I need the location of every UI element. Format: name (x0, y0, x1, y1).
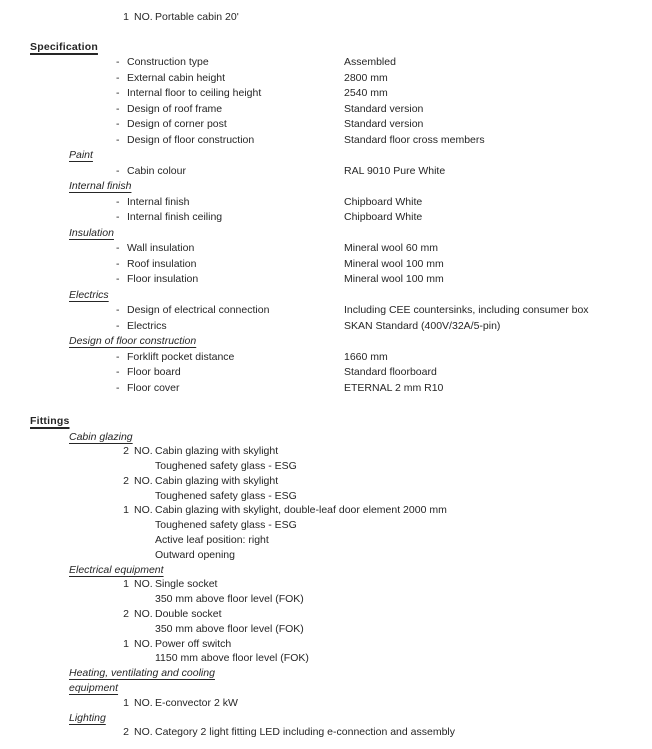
spec-row (0, 102, 652, 118)
group-heading-text: Paint (69, 149, 93, 161)
spec-label: Wall insulation (127, 242, 195, 254)
spec-label: Design of floor construction (127, 133, 255, 146)
spec-label: Design of electrical connection (127, 304, 270, 316)
spec-row (0, 350, 652, 366)
spec-row (0, 241, 652, 257)
group-heading-cabin-glazing (69, 430, 652, 445)
spec-label: Internal finish ceiling (127, 211, 223, 223)
group-heading-text: equipment (69, 682, 119, 695)
fittings-section (0, 430, 652, 741)
item-detail: 1150 mm above floor level (FOK) (155, 652, 309, 665)
spec-row (0, 365, 652, 381)
item-description: Double socket (155, 608, 222, 621)
spec-label: Forklift pocket distance (127, 350, 235, 363)
spec-value: Standard version (344, 118, 424, 130)
item-detail: 350 mm above floor level (FOK) (155, 622, 304, 635)
spec-value: Mineral wool 60 mm (344, 242, 438, 254)
fitting-item-row (0, 444, 652, 459)
spec-row (0, 164, 652, 180)
item-quantity: 1 (123, 504, 129, 517)
dash-bullet: - (116, 56, 120, 68)
item-unit: NO. (134, 474, 153, 487)
spec-value: Mineral wool 100 mm (344, 273, 444, 285)
group-heading-text: Lighting (69, 711, 106, 724)
fitting-item-row (0, 637, 652, 652)
spec-row (0, 117, 652, 133)
spec-value: Mineral wool 100 mm (344, 257, 444, 270)
group-heading-internal-finish (69, 179, 652, 195)
spec-row (0, 272, 652, 288)
dash-bullet: - (116, 304, 120, 316)
spec-label: Electrics (127, 319, 167, 332)
item-detail: Toughened safety glass - ESG (155, 489, 297, 502)
spec-value: 1660 mm (344, 350, 388, 363)
spec-label: Cabin colour (127, 164, 186, 177)
item-description: Cabin glazing with skylight, double-leaf door element 2000 mm (155, 504, 447, 517)
item-detail: Toughened safety glass - ESG (155, 519, 297, 532)
spec-label: Floor insulation (127, 273, 199, 285)
item-quantity: 1 (123, 637, 129, 650)
spec-value: 2540 mm (344, 87, 388, 99)
item-quantity: 1 (123, 11, 129, 23)
group-heading-text: Insulation (69, 226, 114, 239)
dash-bullet: - (116, 164, 120, 177)
group-heading-text: Electrics (69, 288, 109, 301)
fitting-item-row (0, 474, 652, 489)
item-unit: NO. (134, 726, 153, 739)
item-detail: Outward opening (155, 548, 235, 561)
item-detail: Active leaf position: right (155, 534, 269, 547)
spec-row (0, 55, 652, 71)
item-unit: NO. (134, 445, 153, 458)
group-heading-insulation (69, 226, 652, 242)
group-heading-text: Electrical equipment (69, 563, 164, 576)
item-description: Power off switch (155, 637, 232, 650)
spec-row (0, 303, 652, 319)
fittings-section-title (30, 414, 652, 430)
dash-bullet: - (116, 195, 120, 208)
group-heading-text: Cabin glazing (69, 430, 133, 443)
group-heading-lighting (69, 711, 652, 726)
dash-bullet: - (116, 118, 120, 130)
dash-bullet: - (116, 211, 120, 223)
spec-row (0, 257, 652, 273)
dash-bullet: - (116, 71, 120, 84)
item-unit: NO. (134, 578, 153, 591)
item-detail: Toughened safety glass - ESG (155, 460, 297, 473)
spec-value: RAL 9010 Pure White (344, 164, 446, 177)
fitting-item-row (0, 607, 652, 622)
spec-row (0, 86, 652, 102)
spec-value: 2800 mm (344, 71, 388, 84)
item-unit: NO. (134, 504, 153, 517)
spec-value: Chipboard White (344, 211, 423, 223)
group-heading-electrical-equipment (69, 563, 652, 578)
item-description: Portable cabin 20' (155, 11, 239, 23)
fitting-item-row (0, 503, 652, 518)
spec-value: ETERNAL 2 mm R10 (344, 381, 444, 394)
dash-bullet: - (116, 350, 120, 363)
section-title-text: Fittings (30, 415, 70, 427)
spec-value: Standard version (344, 102, 424, 115)
item-unit: NO. (134, 608, 153, 621)
spec-label: Design of roof frame (127, 102, 223, 115)
spec-row (0, 133, 652, 149)
spec-label: External cabin height (127, 71, 226, 84)
spec-row (0, 381, 652, 397)
specification-section (0, 55, 652, 396)
item-quantity: 1 (123, 696, 129, 709)
spec-value: Including CEE countersinks, including consumer box (344, 304, 589, 316)
spec-label: Construction type (127, 56, 209, 68)
group-heading-text: Design of floor construction (69, 335, 197, 347)
dash-bullet: - (116, 87, 120, 99)
fitting-item-row (0, 725, 652, 740)
section-title-text: Specification (30, 40, 98, 53)
group-heading-hvac (69, 666, 652, 696)
item-quantity: 2 (123, 445, 129, 458)
spec-label: Design of corner post (127, 118, 227, 130)
group-heading-paint (69, 148, 652, 164)
dash-bullet: - (116, 319, 120, 332)
item-description: E-convector 2 kW (155, 696, 238, 709)
item-unit: NO. (134, 696, 153, 709)
dash-bullet: - (116, 257, 120, 270)
group-heading-text: Heating, ventilating and cooling (69, 667, 215, 680)
item-unit: NO. (134, 637, 153, 650)
spec-label: Floor cover (127, 381, 180, 394)
spec-label: Internal floor to ceiling height (127, 87, 262, 99)
group-heading-electrics (69, 288, 652, 304)
item-quantity: 2 (123, 726, 129, 739)
spec-label: Internal finish (127, 195, 190, 208)
header-item-row (0, 10, 652, 26)
spec-row (0, 210, 652, 226)
item-description: Cabin glazing with skylight (155, 445, 279, 458)
group-heading-floor-construction (69, 334, 652, 350)
spec-value: Chipboard White (344, 195, 423, 208)
fitting-item-row (0, 696, 652, 711)
item-description: Cabin glazing with skylight (155, 474, 279, 487)
spec-label: Roof insulation (127, 257, 197, 270)
item-description: Category 2 light fitting LED including e-connection and assembly (155, 726, 456, 739)
group-heading-text: Internal finish (69, 180, 132, 192)
item-quantity: 1 (123, 578, 129, 591)
item-quantity: 2 (123, 474, 129, 487)
dash-bullet: - (116, 102, 120, 115)
dash-bullet: - (116, 242, 120, 254)
spec-value: Standard floorboard (344, 366, 437, 378)
dash-bullet: - (116, 273, 120, 285)
dash-bullet: - (116, 381, 120, 394)
dash-bullet: - (116, 133, 120, 146)
dash-bullet: - (116, 366, 120, 378)
spec-row (0, 319, 652, 335)
spec-value: Assembled (344, 56, 396, 68)
item-detail: 350 mm above floor level (FOK) (155, 593, 304, 606)
specification-section-title (30, 40, 652, 56)
spec-row (0, 195, 652, 211)
spec-label: Floor board (127, 366, 181, 378)
item-description: Single socket (155, 578, 218, 591)
item-quantity: 2 (123, 608, 129, 621)
fitting-item-row (0, 577, 652, 592)
item-unit: NO. (134, 11, 153, 23)
spec-value: Standard floor cross members (344, 133, 485, 146)
spec-value: SKAN Standard (400V/32A/5-pin) (344, 319, 501, 332)
spec-row (0, 71, 652, 87)
